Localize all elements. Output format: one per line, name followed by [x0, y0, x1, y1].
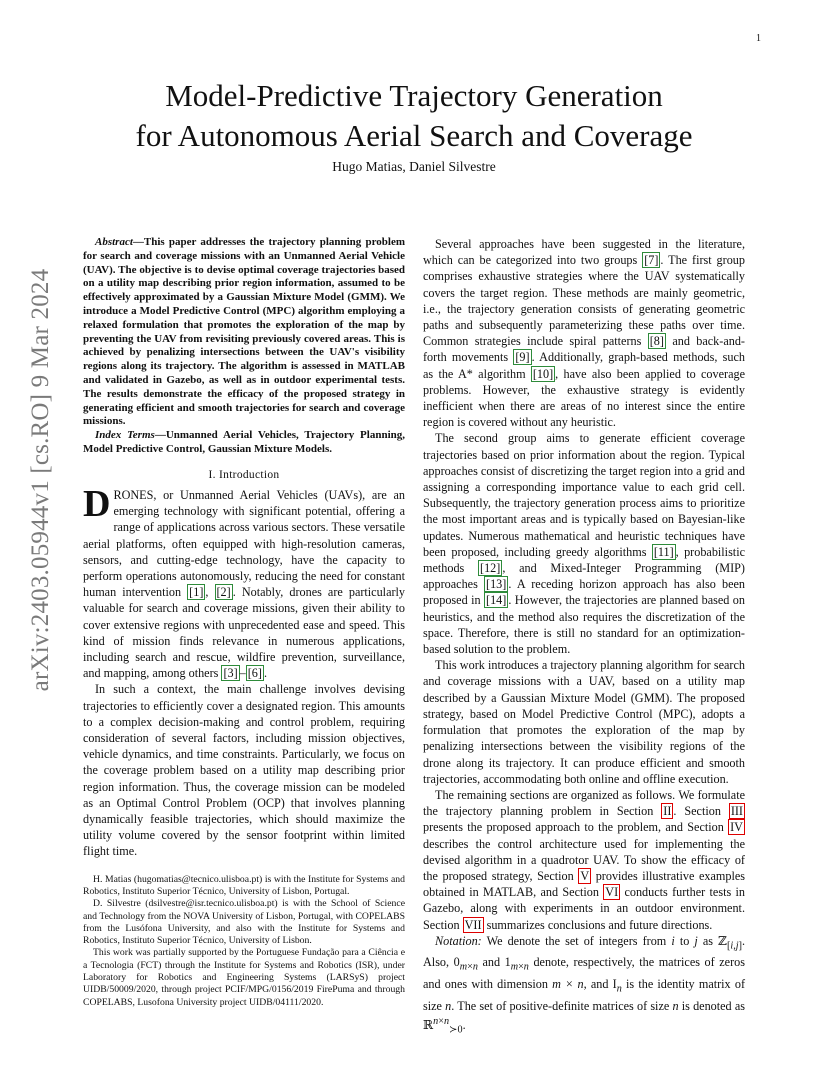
math-sub-n: n [616, 983, 622, 995]
abstract-text: —This paper addresses the trajectory planning problem for search and coverage missions with an Unmanned Aerial Vehicle (UAV). The objective is to devise optimal coverage trajectories based on a utility map describing prior region information, assumed to be effectively approximated by a Gaussian Mixture Model (GMM). We introduce a Model Predictive Control (MPC) algorithm employing a relaxed formulation that promotes the exploration of the map by preventing the UAV from revisiting previously covered areas. This is achieved by penalizing intersections between the UAV's visibility regions along its trajectory. The algorithm is assessed in MATLAB and validated in Gazebo, as well as in outdoor experimental tests. The results demonstrate the efficacy of the proposed strategy in generating efficient and smooth trajectories for search and coverage missions. [83, 236, 405, 428]
right-paragraph-3: This work introduces a trajectory planning algorithm for search and coverage missions with a UAV, based on a utility map described by a Gaussian Mixture Model (GMM). The proposed strategy, based on Model Predictive Control (MPC), adopts a formulation that promotes the exploration of the map by penalizing intersections between the visibility regions of the drone along its trajectory. It can produce efficient and smooth trajectories, accommodating both online and offline execution. [423, 658, 745, 786]
left-column [83, 236, 405, 1009]
intro-p1-text-b: . Notably, drones are particularly valuable for search and coverage missions, given their ability to cover extensive regions with unprecedented ease and speed. This kind of mission finds relevance in numerous applications, including search and rescue, wildfire prevention, surveillance, and mapping, among others [83, 585, 406, 681]
intro-paragraph-1: DRONES, or Unmanned Aerial Vehicles (UAVs), are an emerging technology with significant potential, offering a range of applications across various sectors. These versatile aerial platforms, often equipped with high-resolution cameras, sensors, and cutting-edge technology, have the capacity to perform operations autonomously, reducing the need for constant human intervention [1] , [2] . Notably, drones are particularly valuable for search and coverage missions, given their ability to cover extensive regions with unprecedented ease and speed. This kind of mission finds relevance in numerous applications, including search and rescue, wildfire prevention, surveillance, and mapping, among others [3] – [6] . [83, 482, 406, 681]
math-sub-ij: [i,j] [726, 940, 742, 952]
citation-11[interactable]: [11] [653, 544, 674, 559]
authors: Hugo Matias, Daniel Silvestre [332, 159, 496, 174]
section-ref-v[interactable]: V [580, 868, 590, 883]
notation-i: . The set of positive-definite matrices of size [451, 998, 673, 1013]
notation-g: , and I [583, 977, 617, 992]
notation-h: is the identity matrix of size [423, 977, 745, 1013]
right-p4-a: The remaining sections are organized as follows. We formulate the trajectory planning problem in Section [423, 787, 745, 819]
notation-k: . [462, 1017, 466, 1032]
notation-e: and 1 [477, 955, 511, 970]
citation-7[interactable]: [7] [644, 253, 659, 268]
notation-j: is denoted as ℝ [423, 998, 745, 1032]
right-paragraph-2 [423, 430, 745, 657]
right-p4-g: summarizes conclusions and future directions. [483, 917, 713, 932]
notation-b: to [674, 933, 695, 948]
section-ref-iii[interactable]: III [730, 804, 743, 819]
math-sub-succ0: ≻0 [449, 1024, 463, 1036]
citation-6[interactable]: [6] [247, 666, 262, 681]
citation-9[interactable]: [9] [515, 350, 530, 365]
arxiv-side-label [22, 268, 60, 692]
citation-1[interactable]: [1] [189, 585, 204, 600]
right-p1-e: , have also been applied to coverage problems. However, the exhaustive strategy is evidently inefficient when there are areas of no interest since the entire region is covered without any heuristic. [423, 366, 745, 430]
notation-c: as ℤ [697, 933, 727, 948]
index-terms [83, 429, 405, 457]
footnote-2: D. Silvestre (dsilvestre@isr.tecnico.ulisboa.pt) is with the School of Science and Technology from the NOVA University of Lisbon, Portugal, with COPELABS from the Lusófona University, and also with the Institute for Systems and Robotics, Instituto Superior Técnico, University of Lisbon. [83, 898, 405, 947]
right-p1-b: . The first group comprises exhaustive strategies where the UAV systematically covers the target region. These methods are mainly geometric, i.e., the trajectory generation consists of generating geometric paths and subsequently parameterizing these paths over time. Common strategies include spiral patterns [423, 253, 745, 349]
math-j: j [694, 933, 698, 948]
notation-a: We denote the set of integers from [481, 933, 672, 948]
notation-d: . Also, 0 [423, 933, 745, 970]
arxiv-id-text: arXiv:2403.05944v1 [cs.RO] 9 Mar 2024 [27, 268, 54, 692]
notation-label: Notation: [435, 933, 482, 948]
math-sup-nxn: n×n [433, 1015, 450, 1027]
right-paragraph-4 [423, 787, 745, 933]
abstract [83, 236, 405, 429]
section-ref-ii[interactable]: II [663, 804, 672, 819]
notation-f: denote, respectively, the matrices of zeros and ones with dimension [423, 955, 745, 992]
section-ref-vii[interactable]: VII [464, 917, 482, 932]
citation-2[interactable]: [2] [216, 585, 231, 600]
citation-13[interactable]: [13] [486, 577, 507, 592]
section-ref-vi[interactable]: VI [605, 885, 619, 900]
citation-12[interactable]: [12] [480, 561, 501, 576]
right-p4-b: . Section [673, 804, 729, 819]
citation-8[interactable]: [8] [649, 334, 664, 349]
section-heading-introduction: I. Introduction [208, 468, 280, 481]
footnote-3: This work was partially supported by the Portuguese Fundação para a Ciência e a Tecnologia (FCT) through the Institute for Systems and Robotics (ISR), under Laboratory for Robotics and Engineering Systems (LARSyS) project UIDB/50009/2020, through project PCIF/MPG/0156/2019 FirePuma and through COPELABS, Lusofona University project UIDB/04111/2020. [83, 947, 405, 1008]
right-p1-d: . Additionally, graph-based methods, such as the A* algorithm [423, 350, 745, 381]
drop-cap: D [83, 482, 111, 525]
notation-paragraph [423, 933, 745, 1039]
title-line-1: Model-Predictive Trajectory Generation [165, 78, 663, 113]
citation-10[interactable]: [10] [532, 366, 554, 381]
right-p1-c: and back-and-forth movements [423, 334, 745, 365]
right-p2-a: The second group aims to generate efficient coverage trajectories based on prior information about the region. Typical approaches consist of discretizing the target region into a grid and assigning a corresponding importance value to each grid cell. Subsequently, the trajectory generation process aims to prioritize the most important areas and is typically based on Bayesian-like updates. Numerous mathematical and heuristic techniques have been proposed, including greedy algorithms [423, 431, 745, 559]
paper-title [80, 76, 748, 156]
page-number: 1 [756, 33, 761, 44]
math-sub-mxn-2: m×n [510, 961, 529, 973]
citation-14[interactable]: [14] [486, 593, 507, 608]
index-terms-text: —Unmanned Aerial Vehicles, Trajectory Planning, Model Predictive Control, Gaussian Mixture Models. [83, 429, 405, 455]
math-n-1: n [445, 998, 452, 1013]
right-p2-b: , probabilistic methods [423, 544, 745, 576]
abstract-label: Abstract [95, 236, 133, 248]
footnote-1: H. Matias (hugomatias@tecnico.ulisboa.pt) is with the Institute for Systems and Robotics, Instituto Superior Técnico, University of Lisbon, Portugal. [83, 873, 405, 897]
citation-3[interactable]: [3] [223, 666, 238, 681]
section-ref-iv[interactable]: IV [730, 820, 743, 835]
intro-paragraph-2: In such a context, the main challenge involves devising trajectories to efficiently cover a designated region. This amounts to a complex decision-making and control problem, requiring consideration of several factors, including mission objectives, vehicle dynamics, and time constraints. Particularly, we focus on the coverage problem based on a utility map describing prior region information. Thus, the coverage mission can be modeled as an Optimal Control Problem (OCP) that involves planning dynamically feasible trajectories, which should maximize the utility volume covered by the sensor footprint within limited flight time. [83, 682, 405, 859]
right-p2-d: . A receding horizon approach has also been proposed in [423, 577, 745, 608]
right-p2-c: , and Mixed-Integer Programming (MIP) approaches [423, 561, 745, 592]
right-p2-e: . However, the trajectories are planned based on heuristics, and the method also requires the discretization of the space. Therefore, there is still no standard for an optimization-based solution to the problem. [423, 593, 745, 657]
right-paragraph-1 [423, 236, 745, 430]
math-sub-mxn-1: m×n [459, 961, 478, 973]
intro-p1-text-a: RONES, or Unmanned Aerial Vehicles (UAVs), are an emerging technology with significant potential, offering a range of applications across various sectors. These versatile aerial platforms, often equipped with high-resolution cameras, sensors, and cutting-edge technology, have the capacity to perform operations autonomously, reducing the need for constant human intervention [83, 487, 405, 600]
math-i: i [671, 933, 675, 948]
right-p4-e: provides illustrative examples obtained in MATLAB, and Section [423, 868, 746, 900]
title-line-2: for Autonomous Aerial Search and Coverage [135, 118, 693, 153]
math-n-2: n [672, 998, 679, 1013]
footnotes [83, 874, 405, 1009]
right-p1-a: Several approaches have been suggested in the literature, which can be categorized into two groups [423, 237, 745, 268]
index-terms-label: Index Terms [95, 429, 155, 442]
right-column [423, 236, 745, 1039]
right-p4-d: describes the control architecture used for implementing the devised algorithm in a quadrotor UAV. To show the efficacy of the proposed strategy, Section [423, 836, 745, 883]
right-p4-c: presents the proposed approach to the problem, and Section [423, 820, 729, 835]
right-p4-f: conducts further tests in Gazebo, along with experiments in an outdoor environment. Section [423, 885, 745, 932]
math-m-times-n: m × n [552, 977, 584, 992]
